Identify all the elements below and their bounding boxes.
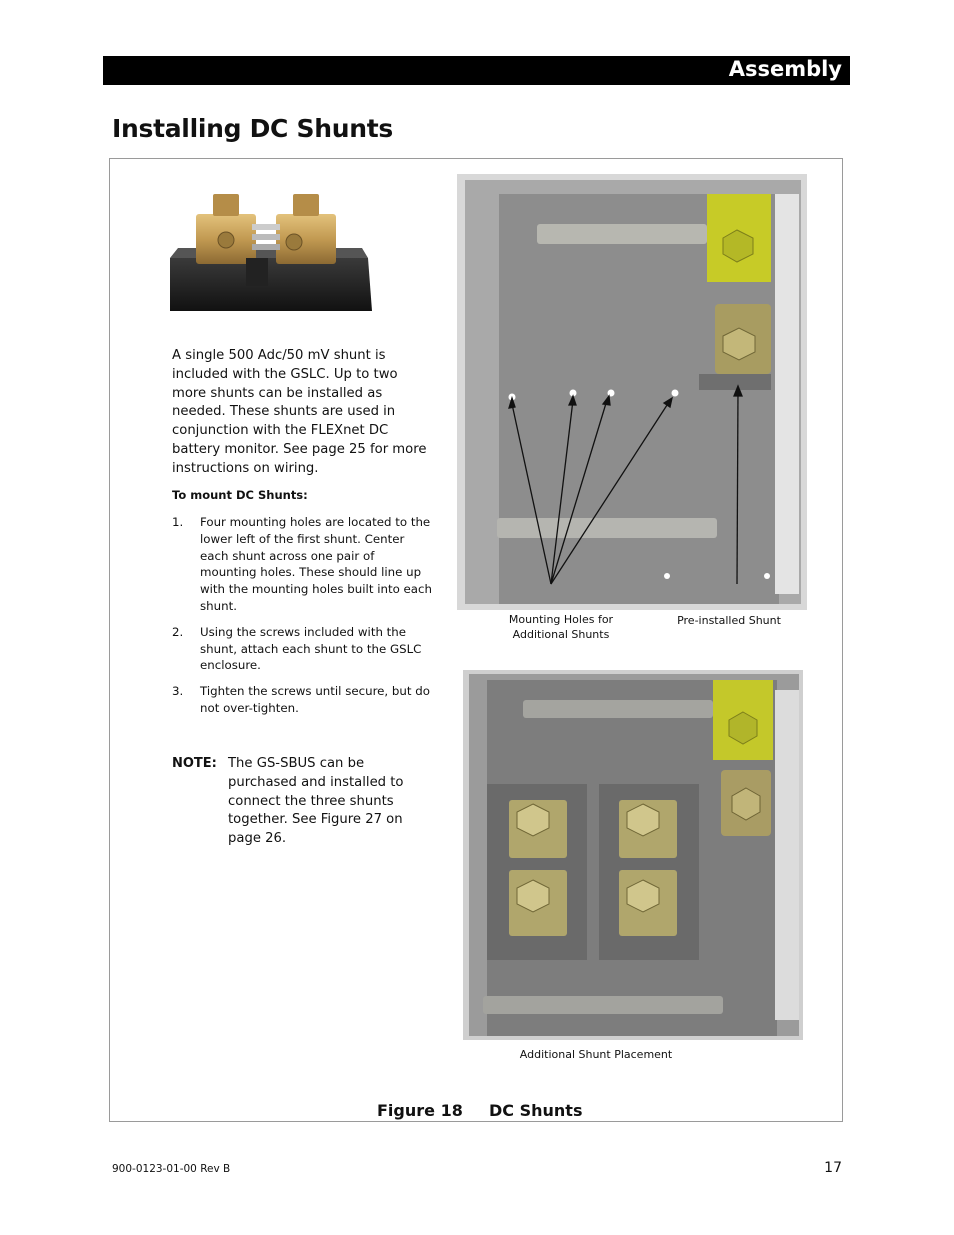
enclosure-photo-preinstalled <box>457 174 807 610</box>
note-box <box>172 755 422 849</box>
page-title: Installing DC Shunts <box>112 114 393 143</box>
section-label: Assembly <box>728 57 842 81</box>
procedure-heading: To mount DC Shunts: <box>172 488 308 502</box>
caption-additional-shunt-placement: Additional Shunt Placement <box>519 1048 673 1061</box>
enclosure-photo-additional-shunts <box>463 670 803 1040</box>
figure-number: Figure 18 <box>377 1101 463 1120</box>
step-item <box>172 624 434 674</box>
callout-preinstalled-shunt: Pre-installed Shunt <box>677 614 781 627</box>
procedure-steps <box>172 514 434 726</box>
step-number: 3. <box>172 684 184 699</box>
step-text: Using the screws included with the shunt, attach each shunt to the GSLC enclosure. <box>200 624 422 673</box>
figure-caption <box>377 1101 582 1120</box>
intro-paragraph: A single 500 Adc/50 mV shunt is included with the GSLC. Up to two more shunts can be installed as needed. These shunts are used in conjunction with the FLEXnet DC battery monitor. See page 25 for more instructions on wiring. <box>172 348 427 476</box>
callout-mounting-holes: Mounting Holes for Additional Shunts <box>508 613 614 641</box>
page-number: 17 <box>824 1160 842 1176</box>
note-text: The GS-SBUS can be purchased and installed to connect the three shunts together. See Figure 27 on page 26. <box>228 756 404 847</box>
dc-shunt-photo <box>166 186 376 316</box>
step-number: 1. <box>172 515 184 529</box>
step-text: Four mounting holes are located to the lower left of the first shunt. Center each shunt across one pair of mounting holes. These should line up with the mounting holes built into each shunt. <box>200 515 432 613</box>
step-text: Tighten the screws until secure, but do not over-tighten. <box>200 684 430 715</box>
document-code: 900-0123-01-00 Rev B <box>112 1163 231 1175</box>
step-item <box>172 514 434 615</box>
note-label: NOTE: <box>172 756 217 771</box>
step-number: 2. <box>172 624 184 639</box>
section-header-bar <box>103 56 850 85</box>
step-item <box>172 683 434 717</box>
figure-title: DC Shunts <box>489 1101 583 1120</box>
